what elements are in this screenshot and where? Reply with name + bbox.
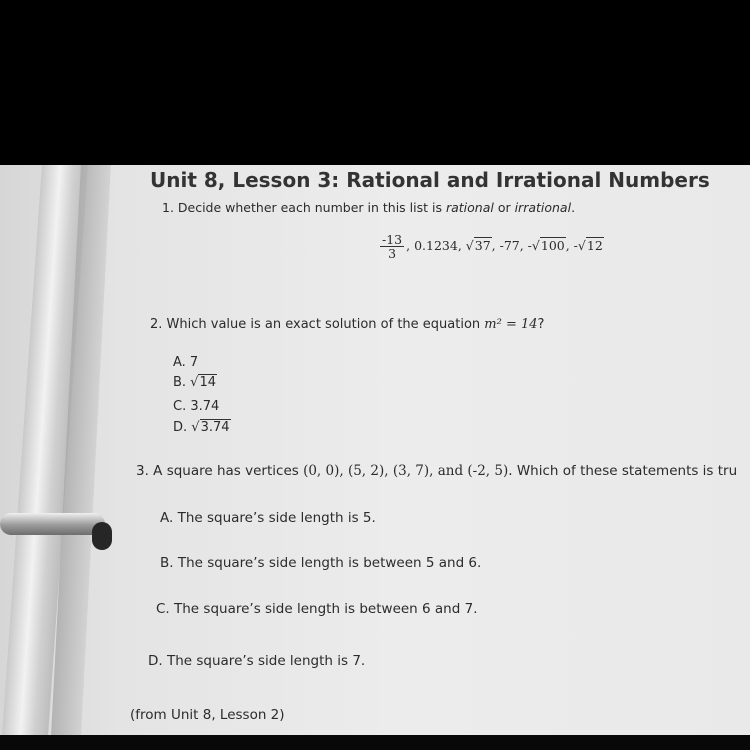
list-part-a: , 0.1234, √ — [406, 238, 474, 253]
worksheet-content — [0, 165, 750, 735]
q3-points: (0, 0), (5, 2), (3, 7), and (-2, 5). — [303, 463, 513, 479]
q1-prefix: 1. Decide whether each number in this list is — [162, 200, 446, 215]
bottom-black-area — [0, 735, 750, 750]
q2-option-b-label: B. √ — [173, 375, 199, 390]
q2-option-a: A. 7 — [173, 355, 199, 370]
fraction-numerator: -13 — [382, 232, 403, 247]
footer-note: (from Unit 8, Lesson 2) — [130, 707, 285, 723]
q1-middle: or — [493, 200, 515, 215]
q2-option-b-radicand: 14 — [199, 375, 217, 390]
q2-option-d-label: D. √ — [173, 420, 200, 435]
q1-suffix: . — [571, 200, 576, 215]
list-part-b: , -77, -√ — [491, 238, 540, 253]
q2-option-c: C. 3.74 — [173, 399, 220, 414]
list-part-c: , -√ — [565, 238, 586, 253]
q2-option-b — [173, 375, 217, 390]
q3-option-d: D. The square’s side length is 7. — [148, 653, 366, 669]
worksheet-page — [0, 165, 750, 735]
radicand-37: 37 — [474, 238, 491, 253]
radicand-100: 100 — [540, 238, 565, 253]
q3-option-c: C. The square’s side length is between 6 and 7. — [156, 601, 478, 617]
q3-option-b: B. The square’s side length is between 5 and 6. — [160, 555, 482, 571]
question-2 — [150, 317, 544, 332]
fraction-denominator: 3 — [388, 246, 397, 261]
q1-word-irrational: irrational — [514, 200, 572, 215]
q2-suffix: ? — [537, 317, 545, 332]
q1-word-rational: rational — [445, 200, 494, 215]
q2-prefix: 2. Which value is an exact solution of the equation — [150, 317, 485, 332]
number-list — [380, 233, 604, 260]
radicand-12: 12 — [586, 238, 603, 253]
q2-option-d — [173, 420, 231, 435]
q3-prefix: 3. A square has vertices — [136, 463, 304, 479]
top-black-area — [0, 0, 750, 165]
q2-option-d-radicand: 3.74 — [200, 420, 230, 435]
q3-suffix: Which of these statements is tru — [512, 463, 738, 479]
question-1 — [162, 200, 575, 215]
question-3 — [136, 463, 737, 479]
page-title: Unit 8, Lesson 3: Rational and Irrational Numbers — [150, 168, 710, 192]
q3-option-a: A. The square’s side length is 5. — [160, 510, 376, 526]
q2-equation: m² = 14 — [484, 317, 538, 332]
fraction — [380, 233, 404, 260]
